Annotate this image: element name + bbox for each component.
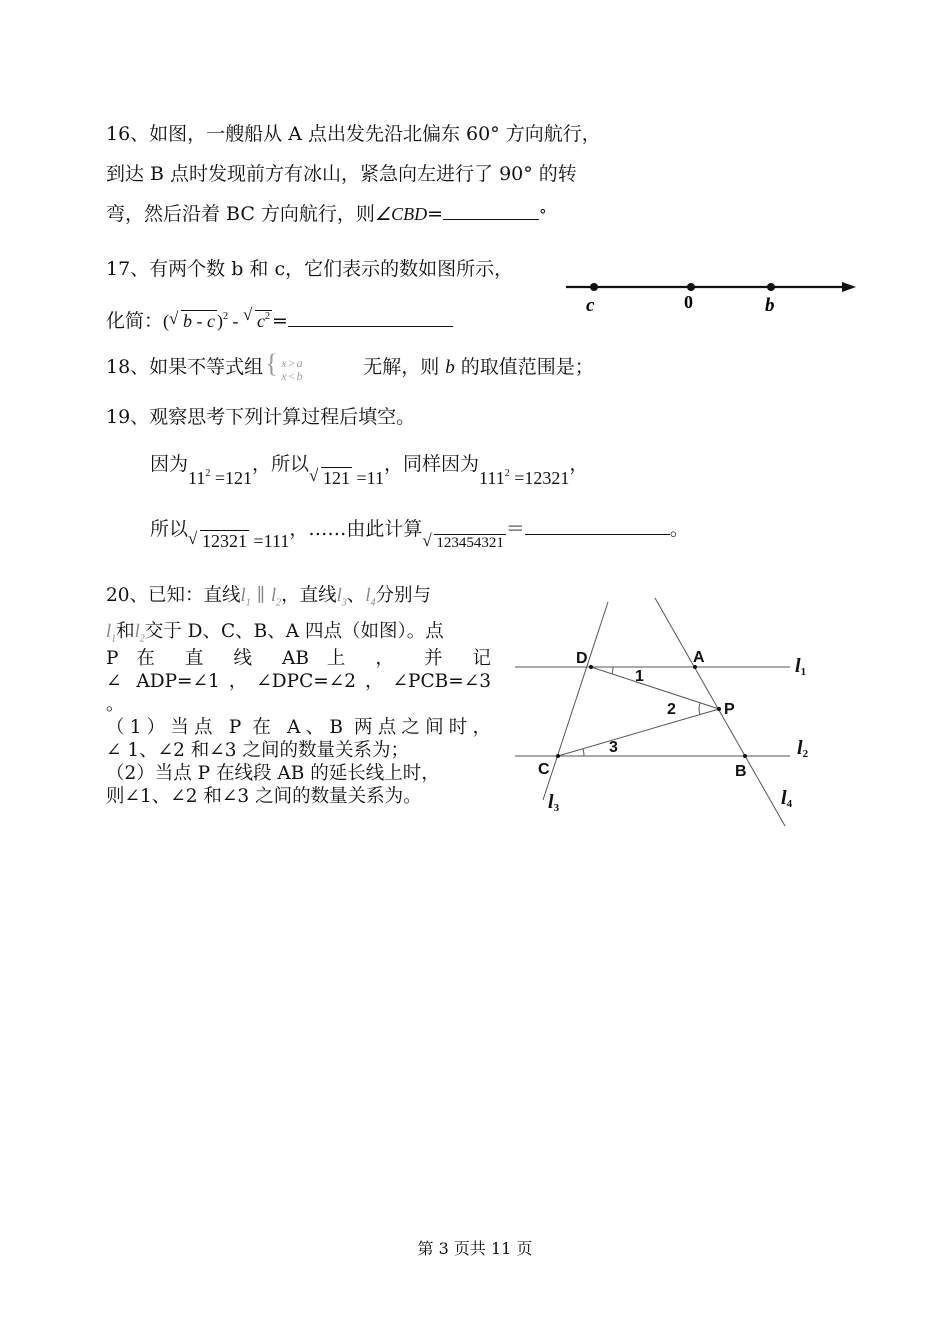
- angle-label-2: 2: [667, 701, 676, 718]
- parallel-lines-figure: [510, 590, 830, 835]
- exponent-c: 2: [265, 311, 270, 322]
- l1-letter-2: l: [106, 622, 112, 642]
- answer-blank-17[interactable]: [288, 308, 453, 327]
- label-p: P: [724, 701, 735, 718]
- l4-letter: l: [365, 586, 371, 606]
- system-line1: x>a: [281, 356, 304, 370]
- q16-line3-text: 弯，然后沿着 BC 方向航行，则: [106, 203, 375, 225]
- line-l3: [543, 602, 608, 800]
- q20-part2-relation: 则∠1、∠2 和∠3 之间的数量关系为。: [106, 786, 422, 807]
- parallel-symbol: ∥: [250, 585, 271, 606]
- segment-cp: [558, 709, 719, 756]
- q18-suffix-post: 的取值范围是；: [460, 356, 594, 378]
- sep: 、: [346, 585, 366, 606]
- l2-letter: l: [271, 586, 277, 606]
- q18-suffix-pre: 无解，则: [363, 356, 440, 378]
- angle-arc-2: [699, 703, 700, 715]
- l2-symbol-2: [134, 622, 145, 645]
- point-d: [589, 665, 593, 669]
- equals-sign: =: [272, 310, 288, 332]
- l4-symbol: [365, 586, 376, 609]
- eq-111-squared: [479, 468, 569, 488]
- q20-line1: [106, 584, 491, 615]
- q18-line: [106, 349, 594, 383]
- l2-sub-2: 2: [139, 633, 145, 645]
- l1-fig-sub: 1: [800, 666, 807, 678]
- l3-sub: 3: [341, 597, 347, 609]
- l3-symbol: [336, 586, 347, 609]
- q17-line1: 17、有两个数 b 和 c，它们表示的数如图所示，: [106, 258, 514, 280]
- l2-sub: 2: [276, 597, 282, 609]
- l2-fig-letter: l: [797, 737, 803, 759]
- base-111: 111: [479, 468, 505, 488]
- period: 。: [669, 518, 689, 540]
- point-c-fig: [556, 754, 560, 758]
- q16-line1: 16、如图，一艘船从 A 点出发先沿北偏东 60° 方向航行，: [106, 123, 601, 145]
- comma: ，: [569, 453, 589, 475]
- var-b: b: [445, 357, 455, 378]
- number-line: [560, 275, 860, 320]
- eq-11-squared: [188, 468, 252, 488]
- exp-2: 2: [205, 468, 211, 479]
- label-b-fig: B: [735, 763, 747, 780]
- l3-fig-sub: 3: [553, 802, 560, 814]
- equals-sign: =: [427, 203, 443, 225]
- q19-line1: 19、观察思考下列计算过程后填空。: [106, 406, 416, 428]
- l1-fig-letter: l: [795, 655, 801, 677]
- q20-and: 和: [116, 621, 135, 642]
- angle-label-3: 3: [609, 739, 618, 756]
- q20-part2: （2）当点 P 在线段 AB 的延长线上时，: [106, 763, 440, 784]
- l1-letter: l: [240, 586, 246, 606]
- label-zero: 0: [684, 292, 693, 312]
- l1-sub-2: 1: [111, 633, 117, 645]
- point-zero: [687, 283, 695, 291]
- l2-fig-sub: 2: [802, 748, 809, 760]
- radicand-b-minus-c: b - c: [183, 311, 215, 331]
- q18-prefix: 18、如果不等式组: [106, 356, 264, 378]
- brace: {: [265, 349, 278, 378]
- angle-cbd: ∠CBD: [374, 204, 428, 224]
- label-l3: [548, 791, 560, 814]
- point-b-fig: [743, 754, 747, 758]
- label-d: D: [576, 650, 588, 667]
- sqrt-12321: [188, 531, 289, 551]
- l1-sub: 1: [245, 597, 251, 609]
- rhs-12321: =12321: [514, 468, 570, 488]
- expr-17: (√ b - c )$^2$ - √ $c^2$: [163, 311, 272, 331]
- angle-arc-1: [612, 667, 613, 674]
- segment-dp: [591, 667, 719, 709]
- q20-line3: P 在 直 线 AB 上 ， 并 记: [106, 648, 491, 669]
- l4-fig-sub: 4: [786, 798, 793, 810]
- q20-known: 20、已知：直线: [106, 585, 241, 606]
- label-c-fig: C: [538, 761, 550, 778]
- l4-fig-letter: l: [781, 787, 787, 809]
- rhs-121: =121: [214, 468, 253, 488]
- label-b: b: [765, 295, 775, 316]
- exp-2b: 2: [504, 468, 510, 479]
- angle-label-1: 1: [635, 668, 644, 685]
- rhs-11: =11: [356, 468, 385, 488]
- q20-line5: 。: [106, 694, 125, 715]
- system-line2: x<b: [281, 369, 304, 383]
- angle-arc-3: [583, 749, 584, 756]
- because-label: 因为: [150, 453, 189, 475]
- radicand-12321: 12321: [202, 531, 248, 551]
- q20-text-b: ，直线: [281, 585, 337, 606]
- same-label: ，同样因为: [384, 453, 480, 475]
- point-p: [717, 707, 721, 711]
- label-a: A: [693, 649, 705, 666]
- rhs-111: =111: [253, 531, 290, 551]
- l3-fig-letter: l: [548, 791, 554, 813]
- point-c: [590, 283, 598, 291]
- l3-letter: l: [336, 586, 342, 606]
- q16-line2: 到达 B 点时发现前方有冰山，紧急向左进行了 90° 的转: [106, 163, 577, 185]
- q19-line3: [150, 516, 689, 551]
- l2-symbol: [271, 586, 282, 609]
- inequality-system: [263, 349, 363, 383]
- q16-line3: [106, 201, 547, 227]
- q17-line2: [106, 305, 453, 333]
- exponent: 2: [223, 311, 228, 322]
- radicand-c: c: [257, 311, 265, 331]
- q20-part1-relation: ∠ 1、∠2 和∠3 之间的数量关系为；: [106, 740, 409, 761]
- q19-line2: [150, 448, 589, 488]
- thus-label: ，……由此计算: [289, 518, 423, 540]
- label-l2: [797, 737, 809, 760]
- q20-line4: ∠ ADP=∠1，∠DPC=∠2，∠PCB=∠3: [106, 671, 491, 692]
- degree-unit: °: [539, 206, 547, 224]
- radicand-121: 121: [323, 468, 351, 488]
- label-l1: [795, 655, 806, 678]
- point-b: [767, 283, 775, 291]
- radicand-123454321: 123454321: [436, 535, 504, 551]
- q20-intersect: 交于 D、C、B、A 四点（如图）。点: [144, 621, 444, 642]
- base-11: 11: [188, 468, 206, 488]
- page-footer: 第 3 页共 11 页: [417, 1239, 533, 1258]
- l2-letter-2: l: [134, 622, 140, 642]
- l1-symbol: [240, 586, 251, 609]
- equals-full: ＝: [505, 518, 525, 540]
- simplify-label: 化简：: [106, 310, 164, 332]
- minus-sign: -: [232, 311, 239, 331]
- label-l4: [781, 787, 793, 810]
- l1-symbol-2: [106, 622, 117, 645]
- label-c: c: [586, 295, 595, 316]
- answer-blank-19[interactable]: [525, 516, 670, 535]
- sqrt-123454321: [422, 535, 506, 551]
- q20-text-c: 分别与: [375, 585, 431, 606]
- so2-label: 所以: [150, 518, 189, 540]
- sqrt-121: [309, 468, 384, 488]
- so-label: ，所以: [252, 453, 310, 475]
- answer-blank-16[interactable]: [443, 201, 539, 220]
- q20-part1: （1）当点 P 在 A、B 两点之间时，: [106, 717, 491, 738]
- l4-sub: 4: [370, 597, 376, 609]
